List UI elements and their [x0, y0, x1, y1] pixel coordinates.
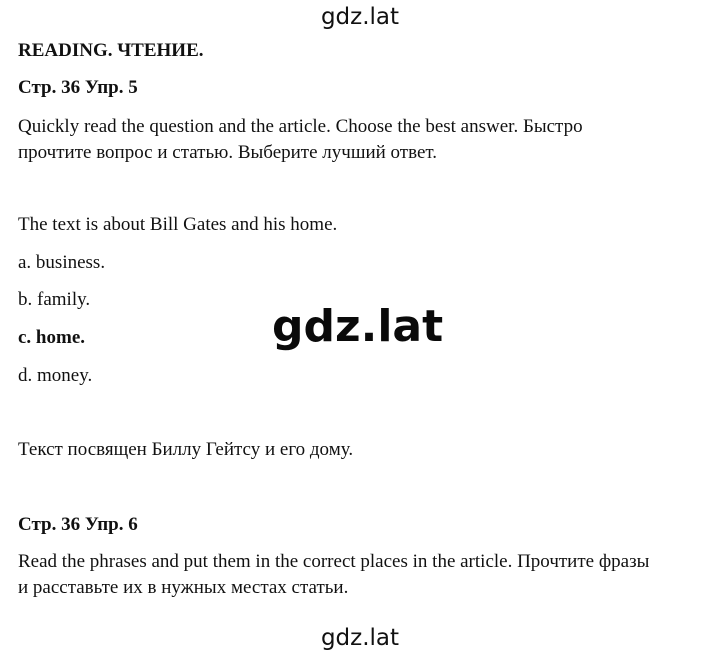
- option-a: a. business.: [18, 252, 106, 273]
- exercise-5-heading: Стр. 36 Упр. 5: [18, 77, 138, 98]
- watermark-center: gdz.lat: [272, 301, 444, 352]
- exercise-6-instruction-line-1: Read the phrases and put them in the correct places in the article. Прочтите фразы: [18, 551, 650, 572]
- exercise-5-instruction-line-2: прочтите вопрос и статью. Выберите лучший ответ.: [18, 142, 438, 163]
- option-b: b. family.: [18, 289, 91, 310]
- answer-statement: The text is about Bill Gates and his home.: [18, 214, 338, 235]
- watermark-top: gdz.lat: [320, 4, 400, 30]
- option-d: d. money.: [18, 365, 93, 386]
- exercise-6-heading: Стр. 36 Упр. 6: [18, 514, 138, 535]
- exercise-5-instruction-line-1: Quickly read the question and the article. Choose the best answer. Быстро: [18, 116, 583, 137]
- exercise-6-instruction-line-2: и расставьте их в нужных местах статьи.: [18, 577, 349, 598]
- russian-translation: Текст посвящен Биллу Гейтсу и его дому.: [18, 439, 354, 460]
- option-c-correct: c. home.: [18, 327, 86, 348]
- watermark-bottom: gdz.lat: [320, 625, 400, 651]
- section-title: READING. ЧТЕНИЕ.: [18, 40, 204, 61]
